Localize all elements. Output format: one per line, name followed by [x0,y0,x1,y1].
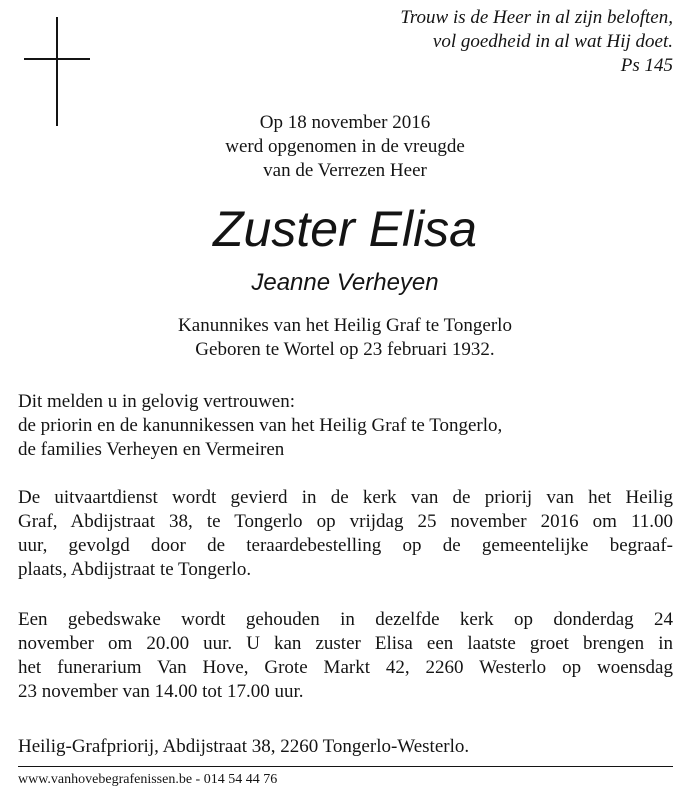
verse-line-2: vol goedheid in al wat Hij doet. [432,31,673,52]
intro-text [0,111,690,183]
vigil-line: het funerarium Van Hove, Grote Markt 42, 2260 Westerlo op woensdag [18,657,673,678]
footer-divider [18,766,673,767]
funeral-paragraph [18,486,673,582]
vigil-line: november om 20.00 uur. U kan zuster Elisa een laatste groet brengen in [18,633,673,654]
announcement-line: Dit melden u in gelovig vertrouwen: [18,391,296,412]
announcement-paragraph [18,390,673,462]
intro-line-1: Op 18 november 2016 [259,112,431,133]
funeral-line: uur, gevolgd door de teraardebestelling op de gemeentelijke begraaf- [18,535,673,556]
announcement-line: de families Verheyen en Vermeiren [18,439,285,460]
cross-icon [56,17,58,126]
deceased-name: Zuster Elisa [213,201,477,257]
footer [18,770,277,790]
verse-reference: Ps 145 [620,55,673,76]
footer-phone: 014 54 44 76 [203,772,278,787]
vigil-paragraph [18,608,673,704]
address-line: Heilig-Grafpriorij, Abdijstraat 38, 2260 Tongerlo-Westerlo. [18,736,470,757]
address-paragraph [18,735,673,759]
intro-line-2: werd opgenomen in de vreugde [225,136,465,157]
vigil-line: 23 november van 14.00 tot 17.00 uur. [18,681,304,702]
funeral-line: plaats, Abdijstraat te Tongerlo. [18,559,252,580]
bio-line-1: Kanunnikes van het Heilig Graf te Tongerlo [178,315,512,336]
verse-line-1: Trouw is de Heer in al zijn beloften, [400,7,673,28]
cross-icon-bar [24,58,90,60]
deceased-civil-name: Jeanne Verheyen [251,269,439,296]
bible-verse [253,6,673,78]
footer-website[interactable]: www.vanhovebegrafenissen.be [18,772,193,787]
intro-line-3: van de Verrezen Heer [263,160,427,181]
footer-separator: - [192,772,204,787]
announcement-line: de priorin en de kanunnikessen van het Heilig Graf te Tongerlo, [18,415,503,436]
bio-line-2: Geboren te Wortel op 23 februari 1932. [195,339,495,360]
funeral-line: De uitvaartdienst wordt gevierd in de kerk van de priorij van het Heilig [18,487,673,508]
vigil-line: Een gebedswake wordt gehouden in dezelfde kerk op donderdag 24 [18,609,673,630]
funeral-line: Graf, Abdijstraat 38, te Tongerlo op vrijdag 25 november 2016 om 11.00 [18,511,673,532]
deceased-bio [0,314,690,362]
